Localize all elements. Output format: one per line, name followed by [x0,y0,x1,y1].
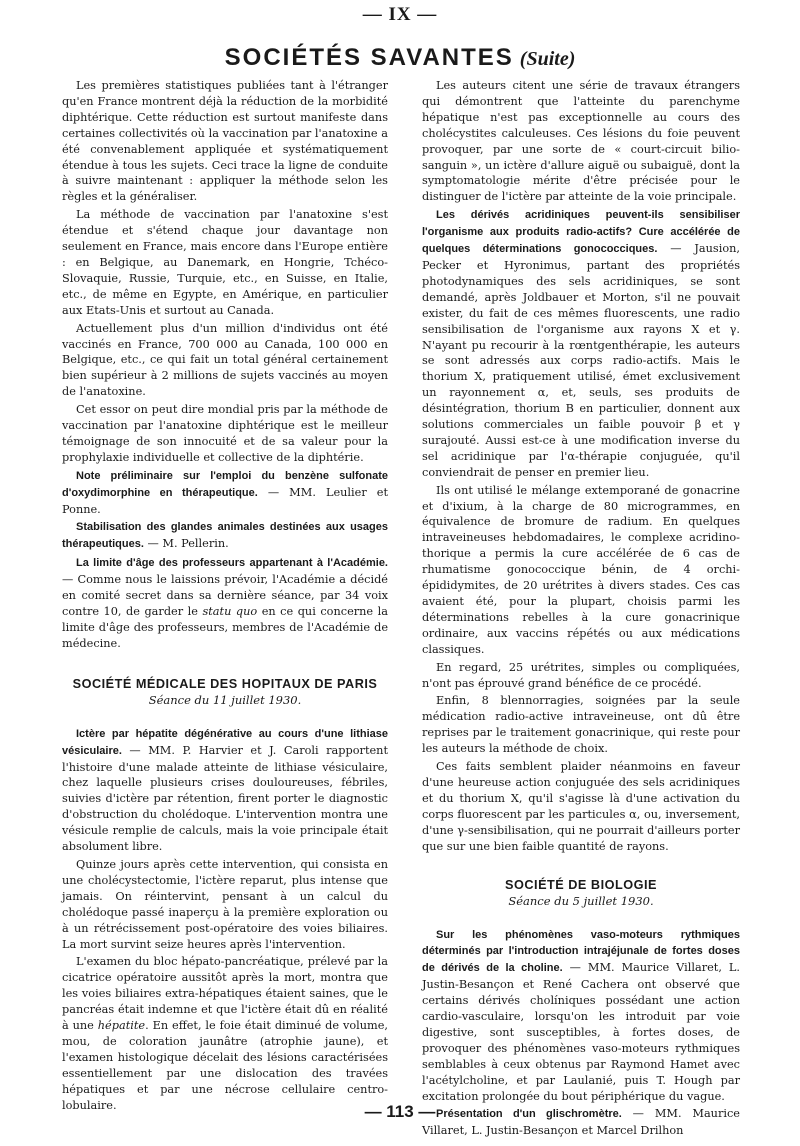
paragraph-italic: statu quo [202,605,258,618]
title-main: SOCIÉTÉS SAVANTES [224,44,514,71]
paragraph: Les auteurs citent une série de travaux étrangers qui démontrent que l'atteinte du parenchyme hépatique n'est pas exceptionnelle au cours des cholécystites calculeuses. Ces lésions du foie peuvent provoquer, par une sorte de « court-circuit bilio-sanguin », un ictère d'allure aiguë ou subaiguë, dont la symptomatologie mérite d'être précisée pour le distinguer de l'ictère par atteinte de la voie principale. [422,79,740,204]
paragraph: Enfin, 8 blennorragies, soignées par la seule médication radio-active intraveineuse, ont dû être reprises par le traitement gonacrinique, qui reste pour les auteurs la méthode de choix. [422,694,740,756]
title-suite: (Suite) [519,48,576,70]
paragraph-heading: Les dérivés acridiniques peuvent-ils sensibiliser l'organisme aux produits radio-actifs? Cure accélérée de quelques déterminations gonococciques. [422,209,740,256]
section-heading: SOCIÉTÉ MÉDICALE DES HOPITAUX DE PARIS [72,676,378,691]
section-date: Séance du 11 juillet 1930. [148,692,302,707]
paragraph-text: — MM. P. Harvier et J. Caroli rapportent l'histoire d'une malade atteinte de lithiase vésiculaire, chez laquelle plusieurs crises douloureuses, fébriles, suivies d'ictère par rétention, firent porter le diagnostic d'obstruction du cholédoque. L'intervention montra une vésicule remplie de calculs, mais la voie principale était absolument libre. [62,743,388,854]
paragraph-text: — MM. Leulier et Ponne. [62,485,388,516]
paragraph-italic: hépatite [97,1019,146,1033]
paragraph: Actuellement plus d'un million d'individus ont été vaccinés en France, 700 000 au Canada, 100 000 en Belgique, etc., ce qui fait un total général certainement bien supérieur à 2 millions de sujets vaccinés au moyen de l'anatoxine. [62,321,388,399]
paragraph-heading: Note préliminaire sur l'emploi du benzène sulfonate d'oxydimorphine en thérapeutique. [62,469,388,499]
paragraph [62,555,388,651]
section-heading: SOCIÉTÉ DE BIOLOGIE [505,877,657,892]
paragraph: Quinze jours après cette intervention, qui consista en une cholécystectomie, l'ictère reparut, plus intense que jamais. On réintervint, pensant à un calcul du cholédoque passé inaperçu à la première exploration ou à un rétrécissement post-opératoire des voies biliaires. La mort survint seize heures après l'intervention. [62,857,388,951]
paragraph: Les premières statistiques publiées tant à l'étranger qu'en France montrent déjà la réduction de la morbidité diphtérique. Cette réduction est surtout manifeste dans certaines collectivités où la vaccination par l'anatoxine a été convenablement appliquée et systématiquement étendue à tous les sujets. Ceci trace la ligne de conduite à suivre maintenant : appliquer la méthode selon les règles et la généraliser. [62,79,388,204]
left-column [62,78,388,1113]
paragraph: Ces faits semblent plaider néanmoins en faveur d'une heureuse action conjuguée des sels acridiniques et du thorium X, qu'il s'agisse là d'une activation du corps fluorescent par les particules α, ou, inversement, d'une γ-sensibilisation, qui ne pourrait d'ailleurs porter que sur une bien faible quantité de rayons. [422,760,740,853]
paragraph-text: — Jausion, Pecker et Hyronimus, partant des propriétés photodynamiques des sels acridiniques, se sont demandé, après Joldbauer et Morton, s'il ne pouvait exister, du fait de ces mêmes fluorescents, une radio sensibilisation de l'organisme aux rayons X et γ. N'ayant pu recourir à la rœntgenthérapie, les auteurs se sont adressés aux corps radio-actifs. Mais le thorium X, pratiquement utilisé, émet exclusivement un rayonnement α, et, seuls, ses produits de désintégration, thorium B en particulier, donnent aux solutions commerciales un faible pouvoir β et γ surajouté. Aussi est-ce à une modification inverse du sel acridinique par l'α-thérapie conjuguée, qu'il conviendrait de penser en premier lieu. [422,242,740,479]
paragraph [62,519,388,553]
paragraph-heading: Présentation d'un glischromètre. [436,1108,622,1121]
paragraph-heading: Sur les phénomènes vaso-moteurs rythmiques déterminés par l'introduction intrajéjunale de fortes doses de dérivés de la choline. [422,928,740,975]
page-number: — 113 — [364,1102,436,1121]
paragraph-heading: La limite d'âge des professeurs appartenant à l'Académie. [76,557,388,570]
paragraph: La méthode de vaccination par l'anatoxine s'est étendue et s'étend chaque jour davantage non seulement en France, mais encore dans l'Europe entière : en Belgique, au Danemark, en Hongrie, Tchéco-Slovaquie, Russie, Turquie, etc., en Suisse, en Italie, etc., de même en Egypte, en Amérique, en particulier aux Etats-Unis et surtout au Canada. [62,208,388,317]
page-title [0,44,800,73]
folio-top: — IX — [362,4,438,25]
paragraph-heading: Stabilisation des glandes animales destinées aux usages thérapeutiques. [62,521,388,551]
paragraph-text: en ce qui concerne la limite d'âge des professeurs, membres de l'Académie de médecine. [62,605,388,650]
paragraph: En regard, 25 urétrites, simples ou compliquées, n'ont pas éprouvé grand bénéfice de ce procédé. [422,660,740,690]
paragraph-text: — MM. Maurice Villaret, L. Justin-Besançon et René Cachera ont observé que certains dérivés cholíniques possédant une action cardio-vasculaire, lorsqu'on les introduit par voie digestive, sont susceptibles, à fortes doses, de provoquer des phénomènes vaso-moteurs rythmiques semblables à ceux obtenus par Raymond Hamet avec l'acétylcholine, et par Laulanié, puis T. Hough par excitation prolongée du bout périphérique du vague. [422,961,740,1103]
paragraph [62,726,388,855]
paragraph-text: — MM. Maurice Villaret, L. Justin-Besançon et Marcel Drilhon [422,1107,740,1138]
paragraph-text: — Comme nous le laissions prévoir, l'Académie a décidé en comité secret dans sa dernière séance, par 34 voix contre 10, de garder le [62,573,388,618]
paragraph-text: . En effet, le foie était diminué de volume, mou, de coloration jaunâtre (atrophie jaune), et l'examen histologique décelait des lésions caractérisées essentiellement par une dislocation des travées hépatiques et par une nécrose cellulaire centro-lobulaire. [62,1019,389,1112]
paragraph [62,954,388,1113]
paragraph-text: L'examen du bloc hépato-pancréatique, prélevé par la cicatrice opératoire aussitôt après la mort, montra que les voies biliaires extra-hépatiques étaient saines, que le pancréas était indemne et que l'ictère était dû en réalité à une [62,955,388,1033]
paragraph: Cet essor on peut dire mondial pris par la méthode de vaccination par l'anatoxine diphtérique est le meilleur témoignage de son innocuité et de sa valeur pour la prophylaxie individuelle et collective de la diphtérie. [62,403,388,464]
paragraph [422,927,740,1105]
paragraph [62,468,388,518]
paragraph [422,207,740,480]
paragraph-heading: Ictère par hépatite dégénérative au cours d'une lithiase vésiculaire. [62,727,388,757]
paragraph: Ils ont utilisé le mélange extemporané de gonacrine et d'ixium, à la charge de 80 microgrammes, en équivalence de bromure de radium. En quelques intraveineuses hebdomadaires, le complexe acridino-thorique a permis la cure accélérée de 6 cas de rhumatisme gonococcique bénin, de 4 orchi-épididymites, de 20 urétrites à divers stades. Ces cas avaient été, pour la plupart, choisis parmi les déterminations rebelles à la cure gonacrinique ordinaire, aux vaccins répétés ou aux médications classiques. [422,483,740,656]
right-column [422,78,740,1139]
section-date: Séance du 5 juillet 1930. [508,893,654,908]
paragraph-text: — M. Pellerin. [143,537,229,551]
